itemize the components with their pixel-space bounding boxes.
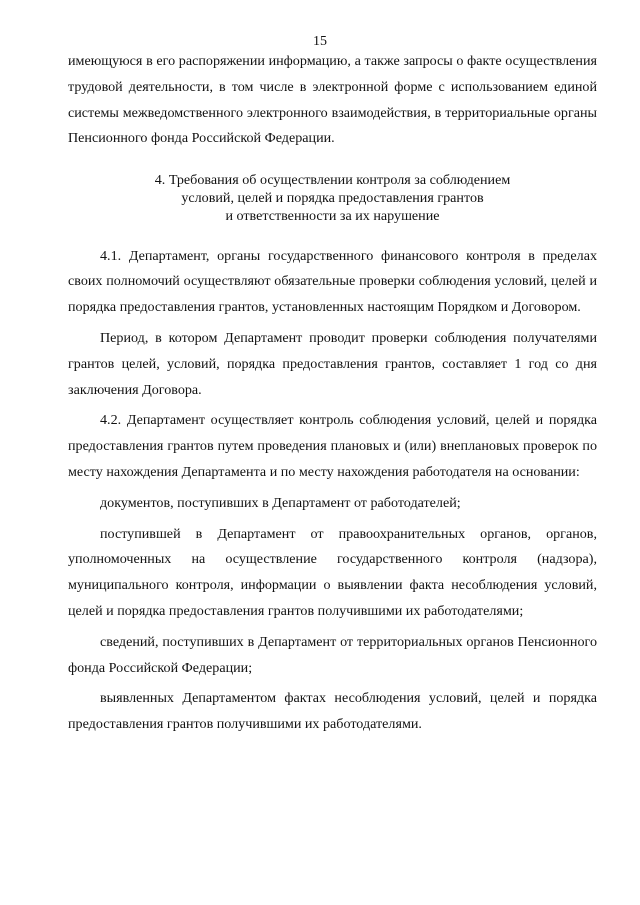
page-number: 15 bbox=[313, 34, 327, 49]
section-heading-line-2: условий, целей и порядка предоставления грантов bbox=[181, 189, 484, 206]
list-item-documents: документов, поступивших в Департамент от работодателей; bbox=[100, 494, 461, 511]
section-heading-line-1: 4. Требования об осуществлении контроля за соблюдением bbox=[154, 172, 511, 189]
document-body bbox=[68, 49, 597, 738]
paragraph-check-period: Период, в котором Департамент проводит проверки соблюдения получателями грантов целей, условий, порядка предоставления грантов, составляет 1 год со дня заключения Договора. bbox=[68, 329, 597, 398]
section-heading-line-3: и ответственности за их нарушение bbox=[225, 207, 440, 224]
list-item-pension-fund-info: сведений, поступивших в Департамент от территориальных органов Пенсионного фонда Российской Федерации; bbox=[68, 633, 597, 676]
paragraph-4-1: 4.1. Департамент, органы государственного финансового контроля в пределах своих полномочий осуществляют обязательные проверки соблюдения условий, целей и порядка предоставления грантов, установленных настоящим Порядком и Договором. bbox=[68, 247, 597, 316]
section-heading bbox=[68, 172, 597, 225]
list-item-violations-found: выявленных Департаментом фактах несоблюдения условий, целей и порядка предоставления грантов получившими их работодателями. bbox=[68, 690, 597, 733]
list-item-law-enforcement-info: поступившей в Департамент от правоохранительных органов, органов, уполномоченных на осуществление государственного контроля (надзора), муниципального контроля, информации о выявлении факта несоблюдения условий, целей и порядка предоставления грантов получившими их работодателями; bbox=[68, 525, 597, 619]
paragraph-continuation: имеющуюся в его распоряжении информацию, а также запросы о факте осуществления трудовой деятельности, в том числе в электронной форме с использованием единой системы межведомственного электронного взаимодействия, в территориальные органы Пенсионного фонда Российской Федерации. bbox=[68, 53, 597, 147]
paragraph-4-2: 4.2. Департамент осуществляет контроль соблюдения условий, целей и порядка предоставления грантов путем проведения плановых и (или) внеплановых проверок по месту нахождения Департамента и по месту нахождения работодателя на основании: bbox=[68, 412, 597, 480]
